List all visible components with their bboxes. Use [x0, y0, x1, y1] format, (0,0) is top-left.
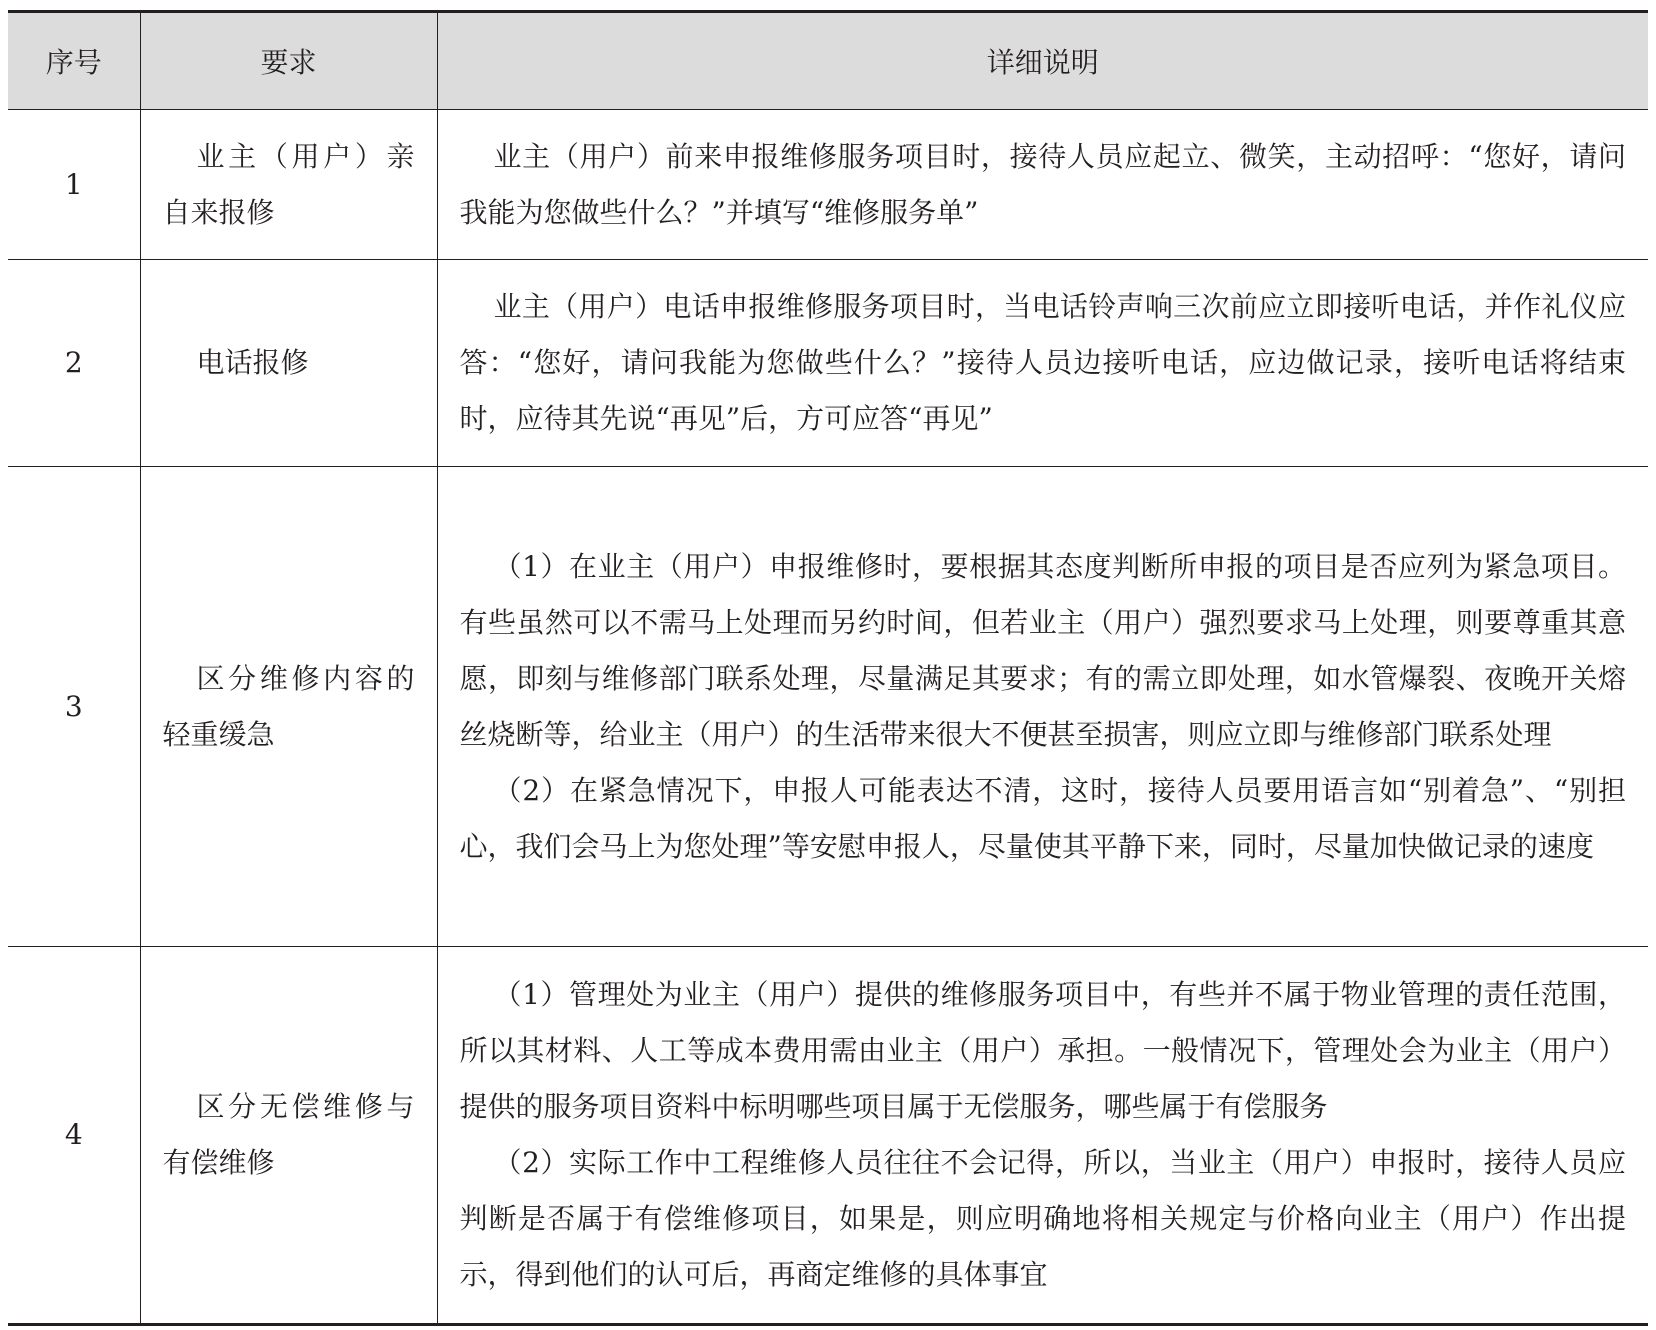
detail-paragraph: （2）实际工作中工程维修人员往往不会记得，所以，当业主（用户）申报时，接待人员应判断是否属于有偿维修项目，如果是，则应明确地将相关规定与价格向业主（用户）作出提示，得到他们的认可后，再商定维修的具体事宜: [459, 1146, 1626, 1291]
row-requirement: 区分维修内容的轻重缓急: [140, 467, 437, 947]
detail-paragraph: （1）在业主（用户）申报维修时，要根据其态度判断所申报的项目是否应列为紧急项目。有些虽然可以不需马上处理而另约时间，但若业主（用户）强烈要求马上处理，则要尊重其意愿，即刻与维修部门联系处理，尽量满足其要求；有的需立即处理，如水管爆裂、夜晚开关熔丝烧断等，给业主（用户）的生活带来很大不便甚至损害，则应立即与维修部门联系处理: [459, 549, 1626, 751]
row-requirement: 电话报修: [140, 260, 437, 467]
detail-paragraph: 业主（用户）前来申报维修服务项目时，接待人员应起立、微笑，主动招呼：“您好，请问我能为您做些什么？”并填写“维修服务单”: [459, 139, 1626, 229]
row-detail: [437, 947, 1648, 1325]
row-detail: [437, 467, 1648, 947]
detail-paragraph: （1）管理处为业主（用户）提供的维修服务项目中，有些并不属于物业管理的责任范围，所以其材料、人工等成本费用需由业主（用户）承担。一般情况下，管理处会为业主（用户）提供的服务项目资料中标明哪些项目属于无偿服务，哪些属于有偿服务: [459, 978, 1626, 1123]
repair-reception-table: [8, 10, 1648, 1326]
table-row: [8, 260, 1648, 467]
table-row: [8, 947, 1648, 1325]
row-detail: [437, 110, 1648, 260]
table-row: [8, 110, 1648, 260]
table-row: [8, 467, 1648, 947]
row-detail: [437, 260, 1648, 467]
detail-paragraph: （2）在紧急情况下，申报人可能表达不清，这时，接待人员要用语言如“别着急”、“别担心，我们会马上为您处理”等安慰申报人，尽量使其平静下来，同时，尽量加快做记录的速度: [459, 773, 1626, 863]
row-requirement: 业主（用户）亲自来报修: [140, 110, 437, 260]
header-requirement: 要求: [140, 12, 437, 110]
detail-paragraph: 业主（用户）电话申报维修服务项目时，当电话铃声响三次前应立即接听电话，并作礼仪应答：“您好，请问我能为您做些什么？”接待人员边接听电话，应边做记录，接听电话将结束时，应待其先说“再见”后，方可应答“再见”: [459, 290, 1626, 435]
row-index: 4: [64, 1118, 83, 1151]
row-index: 3: [8, 467, 140, 947]
repair-reception-table-container: [8, 10, 1648, 1326]
row-index: 2: [8, 260, 140, 467]
header-detail: 详细说明: [437, 12, 1648, 110]
row-requirement: 区分无偿维修与有偿维修: [140, 947, 437, 1325]
row-index: 1: [8, 110, 140, 260]
header-index: 序号: [8, 12, 140, 110]
table-header-row: [8, 12, 1648, 110]
